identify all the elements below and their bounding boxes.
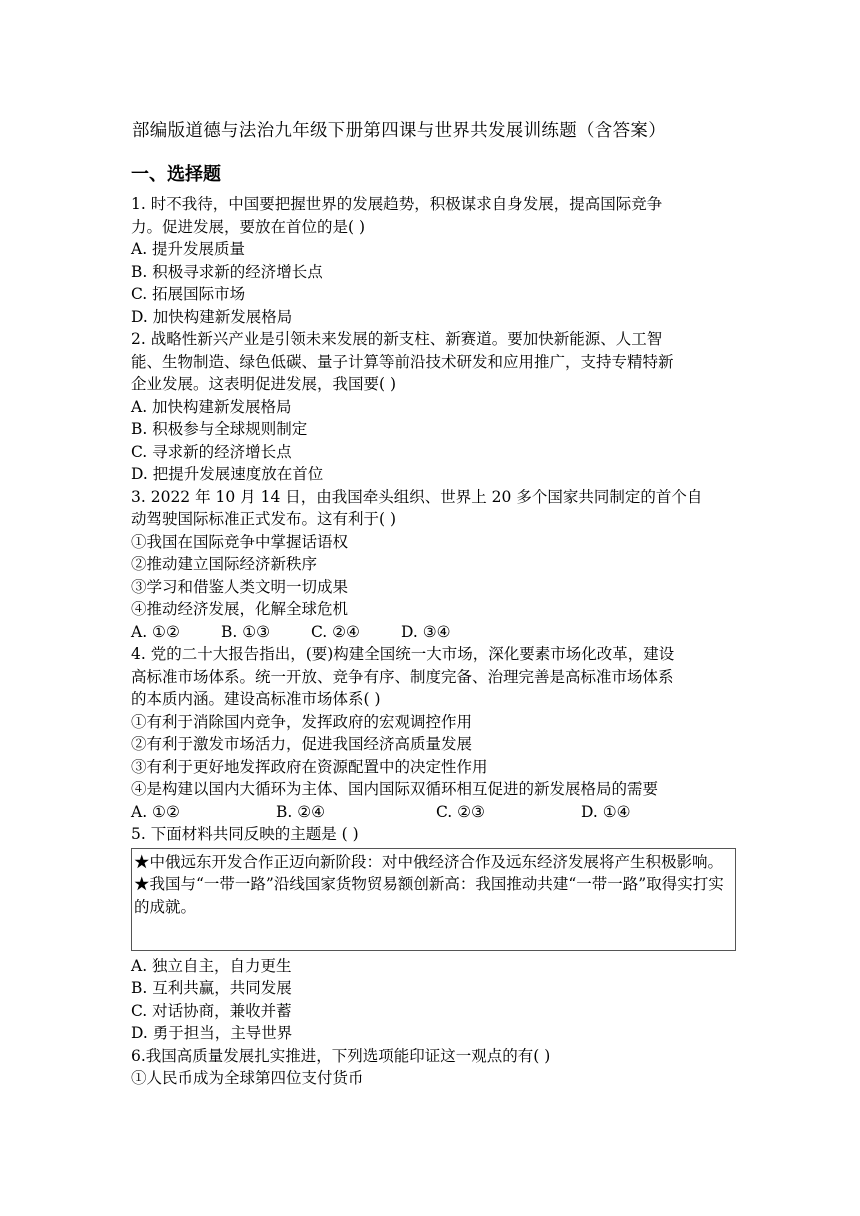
option: D. ③④: [401, 622, 451, 641]
options-row: [131, 801, 741, 824]
statement: ①有利于消除国内竞争，发挥政府的宏观调控作用: [131, 712, 473, 731]
option: D. 加快构建新发展格局: [131, 307, 293, 326]
option: A. 加快构建新发展格局: [131, 397, 292, 416]
option: C. 拓展国际市场: [131, 285, 246, 303]
option: B. ①③: [221, 622, 271, 641]
questions: [131, 193, 741, 1090]
option: C. ②③: [436, 802, 485, 821]
statement: ②有利于激发市场活力，促进我国经济高质量发展: [131, 735, 473, 753]
option: C. 对话协商，兼收并蓄: [131, 1001, 292, 1020]
statement: ①我国在国际竞争中掌握话语权: [131, 532, 349, 551]
question-6: [131, 1045, 741, 1090]
option: A. 独立自主，自力更生: [131, 956, 292, 975]
option: B. ②④: [276, 802, 326, 821]
question-3: [131, 486, 741, 644]
option: D. 把提升发展速度放在首位: [131, 465, 324, 483]
option: D. ①④: [581, 802, 631, 821]
statement: ③有利于更好地发挥政府在资源配置中的决定性作用: [131, 757, 488, 776]
option: A. 提升发展质量: [131, 240, 246, 258]
option: A. ①②: [131, 802, 180, 821]
question-stem: 力。促进发展，要放在首位的是( ): [131, 217, 366, 236]
question-4: [131, 643, 741, 823]
option: C. 寻求新的经济增长点: [131, 442, 292, 461]
statement: ③学习和借鉴人类文明一切成果: [131, 577, 349, 596]
question-stem: 2. 战略性新兴产业是引领未来发展的新支柱、新赛道。要加快新能源、人工智: [131, 330, 663, 348]
material-box: [131, 848, 736, 951]
statement: ①人民币成为全球第四位支付货币: [131, 1069, 364, 1087]
option: C. ②④: [311, 622, 360, 641]
section-heading: 一、选择题: [131, 164, 221, 185]
question-1: [131, 193, 741, 328]
options-row: [131, 621, 741, 644]
question-stem: 能、生物制造、绿色低碳、量子计算等前沿技术研发和应用推广，支持专精特新: [131, 352, 674, 371]
question-stem: 1. 时不我待，中国要把握世界的发展趋势，积极谋求自身发展，提高国际竞争: [131, 195, 663, 213]
question-stem: 3. 2022 年 10 月 14 日，由我国牵头组织、世界上 20 多个国家共同制定的首个自: [131, 487, 703, 506]
statement: ②推动建立国际经济新秩序: [131, 555, 318, 573]
question-stem: 4. 党的二十大报告指出，(要)构建全国统一大市场，深化要素市场化改革，建设: [131, 645, 675, 663]
question-stem: 的本质内涵。建设高标准市场体系( ): [131, 690, 381, 708]
question-stem: 高标准市场体系。统一开放、竞争有序、制度完备、治理完善是高标准市场体系: [131, 667, 674, 686]
question-stem: 5. 下面材料共同反映的主题是 ( ): [131, 825, 359, 843]
document-title: 部编版道德与法治九年级下册第四课与世界共发展训练题（含答案）: [132, 121, 666, 141]
statement: ④推动经济发展，化解全球危机: [131, 600, 349, 618]
question-stem: 6.我国高质量发展扎实推进，下列选项能印证这一观点的有( ): [131, 1046, 551, 1065]
option: A. ①②: [131, 622, 180, 641]
question-stem: 企业发展。这表明促进发展，我国要( ): [131, 375, 397, 393]
option: B. 积极寻求新的经济增长点: [131, 262, 323, 281]
question-5: [131, 823, 741, 1045]
material-item: ★我国与“一带一路”沿线国家货物贸易额创新高：我国推动共建“一带一路”取得实打实的成就。: [134, 875, 724, 916]
material-item: ★中俄远东开发合作正迈向新阶段：对中俄经济合作及远东经济发展将产生积极影响。: [134, 852, 724, 871]
question-2: [131, 328, 741, 486]
option: B. 积极参与全球规则制定: [131, 420, 308, 438]
question-stem: 动驾驶国际标准正式发布。这有利于( ): [131, 510, 397, 528]
option: B. 互利共赢，共同发展: [131, 979, 292, 997]
statement: ④是构建以国内大循环为主体、国内国际双循环相互促进的新发展格局的需要: [131, 780, 659, 798]
option: D. 勇于担当，主导世界: [131, 1024, 293, 1042]
